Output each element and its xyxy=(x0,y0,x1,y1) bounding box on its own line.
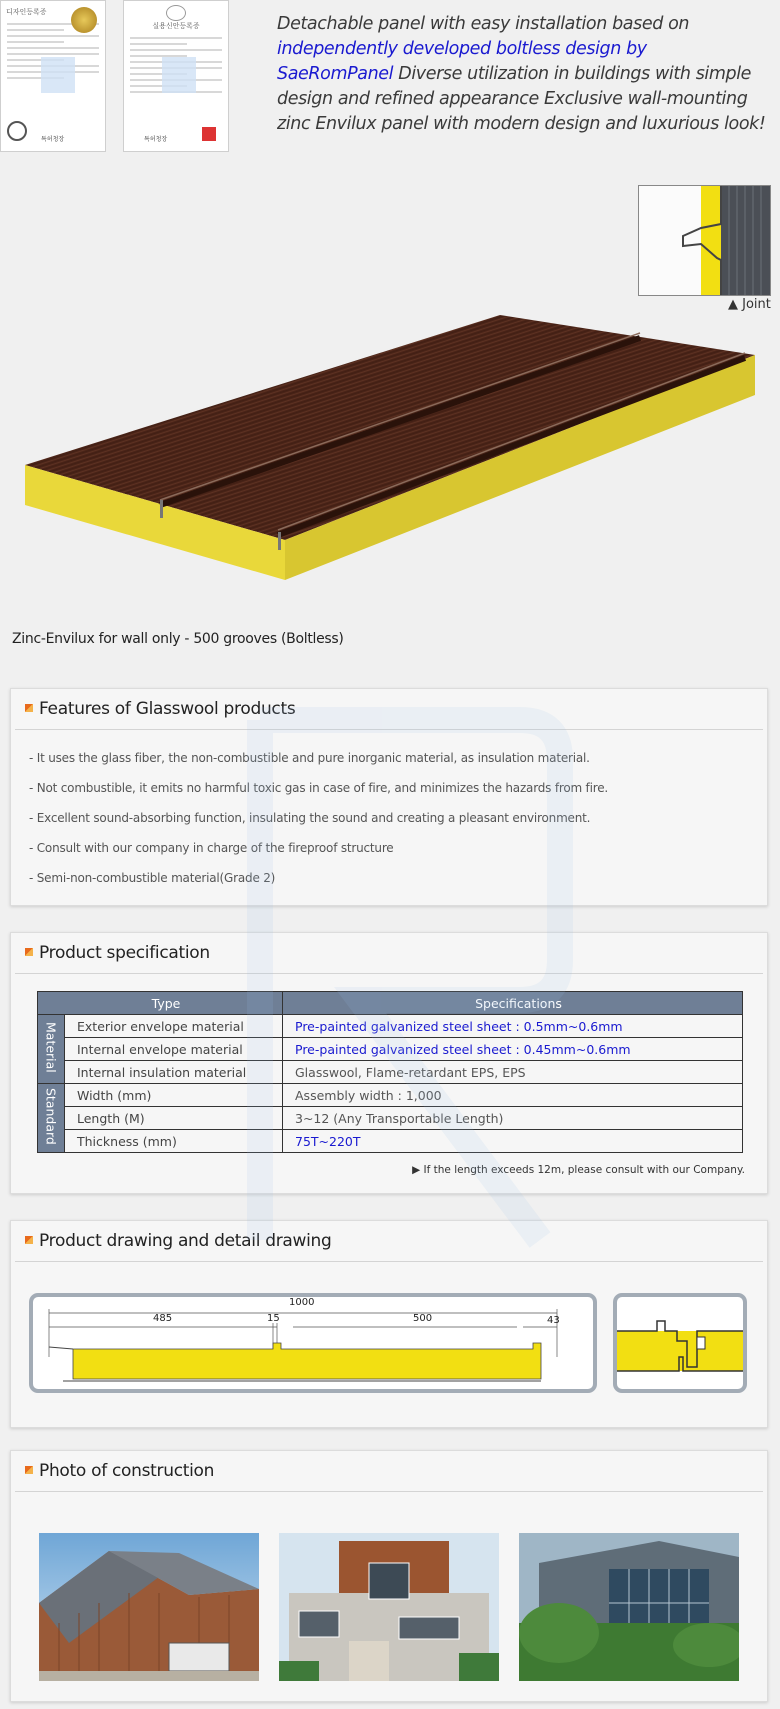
construction-photo-1 xyxy=(39,1533,259,1681)
spec-row-value: Pre-painted galvanized steel sheet : 0.5mm~0.6mm xyxy=(283,1015,743,1038)
section-title: Features of Glasswool products xyxy=(25,699,295,719)
spec-row-label: Width (mm) xyxy=(65,1084,283,1107)
panel-3d-image xyxy=(20,310,760,610)
spec-row-value: Pre-painted galvanized steel sheet : 0.45mm~0.6mm xyxy=(283,1038,743,1061)
drawing-section xyxy=(10,1220,768,1428)
spec-table xyxy=(37,991,743,1153)
construction-photo-3 xyxy=(519,1533,739,1681)
dimension-left: 485 xyxy=(153,1313,173,1324)
feature-item: - Excellent sound-absorbing function, insulating the sound and creating a pleasant environment. xyxy=(29,811,591,825)
bullet-square-icon xyxy=(25,704,33,712)
spec-note: ▶ If the length exceeds 12m, please consult with our Company. xyxy=(412,1164,745,1176)
gold-seal-icon xyxy=(71,7,97,33)
emblem-icon xyxy=(166,5,186,21)
joint-detail-image xyxy=(638,185,771,296)
product-drawing xyxy=(29,1293,597,1393)
feature-item: - Consult with our company in charge of the fireproof structure xyxy=(29,841,394,855)
dimension-right: 500 xyxy=(413,1313,433,1324)
spec-row-label: Length (M) xyxy=(65,1107,283,1130)
bullet-square-icon xyxy=(25,948,33,956)
joint-caption: ▲ Joint xyxy=(728,297,771,312)
specification-section xyxy=(10,932,768,1194)
section-title: Photo of construction xyxy=(25,1461,214,1481)
emblem-seal-icon xyxy=(7,121,27,141)
bullet-square-icon xyxy=(25,1236,33,1244)
intro-highlight: independently developed boltless design by SaeRomPanel xyxy=(277,39,647,84)
feature-item: - Not combustible, it emits no harmful toxic gas in case of fire, and minimizes the hazards from fire. xyxy=(29,781,608,795)
material-group-label: Material xyxy=(38,1015,65,1084)
spec-row-value: 75T~220T xyxy=(283,1130,743,1153)
type-header: Type xyxy=(38,992,283,1015)
bullet-square-icon xyxy=(25,1466,33,1474)
specifications-header: Specifications xyxy=(283,992,743,1015)
intro-text: Detachable panel with easy installation based on independently developed boltless design by SaeRomPanel Diverse utilization in buildings with simple design and refined appearance Exclusive wall-mounting zinc Envilux panel with modern design and luxurious look! xyxy=(277,14,766,134)
spec-row-label: Thickness (mm) xyxy=(65,1130,283,1153)
spec-row-value: Glasswool, Flame-retardant EPS, EPS xyxy=(283,1061,743,1084)
certificate-title: 디자인등록증 xyxy=(6,8,47,16)
certificate-footer: 특허청장 xyxy=(41,136,65,143)
spec-row-label: Exterior envelope material xyxy=(65,1015,283,1038)
feature-item: - It uses the glass fiber, the non-combustible and pure inorganic material, as insulation material. xyxy=(29,751,590,765)
section-title: Product specification xyxy=(25,943,210,963)
spec-row-label: Internal envelope material xyxy=(65,1038,283,1061)
detail-drawing xyxy=(613,1293,747,1393)
section-title: Product drawing and detail drawing xyxy=(25,1231,332,1251)
certificate-title: 실용신안등록증 xyxy=(152,22,200,30)
official-stamp-icon xyxy=(202,127,216,141)
dimension-end: 43 xyxy=(547,1315,560,1326)
certificate-footer: 특허청장 xyxy=(144,136,168,143)
spec-row-label: Internal insulation material xyxy=(65,1061,283,1084)
construction-section xyxy=(10,1450,768,1702)
features-section xyxy=(10,688,768,906)
standard-group-label: Standard xyxy=(38,1084,65,1153)
panel-caption: Zinc-Envilux for wall only - 500 grooves (Boltless) xyxy=(12,631,344,647)
spec-row-value: Assembly width : 1,000 xyxy=(283,1084,743,1107)
spec-row-value: 3~12 (Any Transportable Length) xyxy=(283,1107,743,1130)
feature-item: - Semi-non-combustible material(Grade 2) xyxy=(29,871,276,885)
construction-photo-2 xyxy=(279,1533,499,1681)
utility-certificate xyxy=(123,0,229,152)
dimension-joint: 15 xyxy=(267,1313,280,1324)
dimension-total: 1000 xyxy=(289,1297,315,1308)
design-certificate xyxy=(0,0,106,152)
